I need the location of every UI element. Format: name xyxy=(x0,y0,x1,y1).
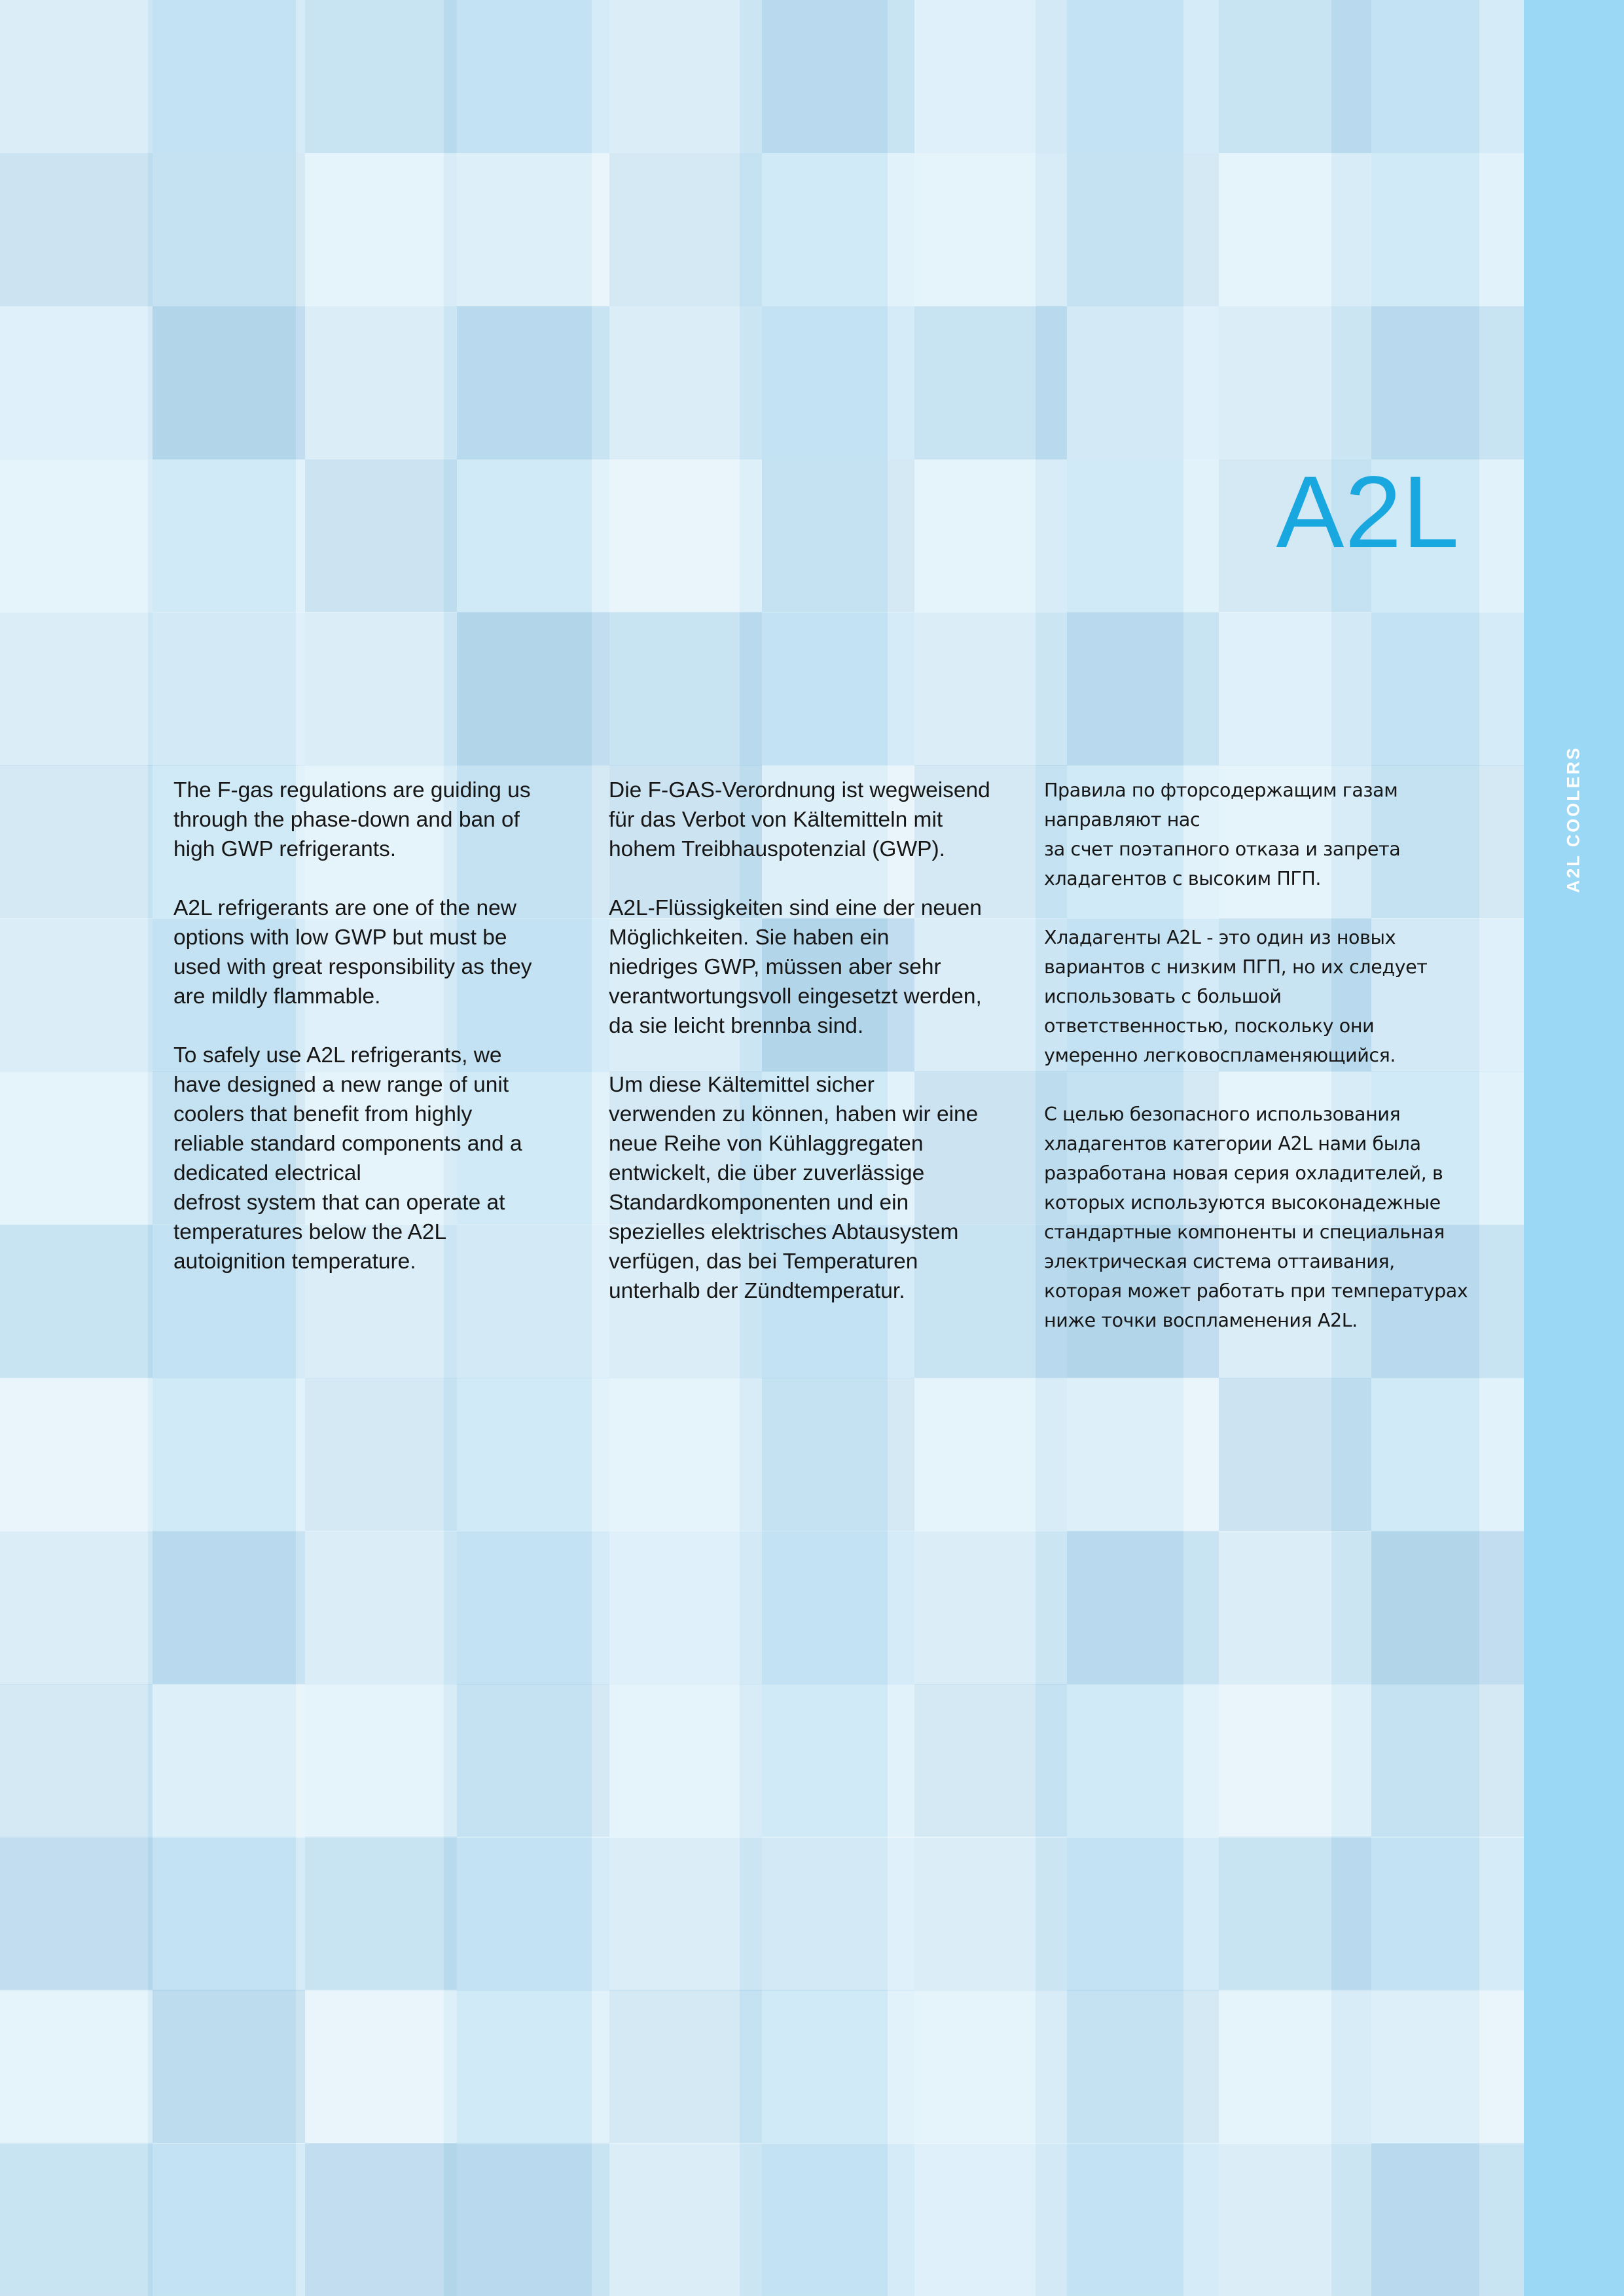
german-column xyxy=(609,776,1028,1335)
de-paragraph-2: A2L-Flüssigkeiten sind eine der neuen Möglichkeiten. Sie haben ein niedriges GWP, müssen aber sehr verantwortungsvoll eingesetzt werden, da sie leicht brennba sind. xyxy=(609,896,982,1038)
page-title: A2L xyxy=(1276,456,1460,569)
ru-paragraph-2: Хладагенты A2L - это один из новых вариантов с низким ПГП, но их следует использовать с большой ответственностью, поскольку они умеренно легковоспламеняющийся. xyxy=(1044,927,1428,1066)
ru-paragraph-3: С целью безопасного использования хладагентов категории A2L нами была разработана новая серия охладителей, в которых используются высоконадежные стандартные компоненты и специальная электрическая система оттаивания, которая может работать при температурах ниже точки воспламенения A2L. xyxy=(1044,1103,1468,1331)
en-paragraph-2: A2L refrigerants are one of the new options with low GWP but must be used with great responsibility as they are mildly flammable. xyxy=(173,896,532,1009)
de-paragraph-3: Um diese Kältemittel sicher verwenden zu können, haben wir eine neue Reihe von Kühlaggregaten entwickelt, die über zuverlässige Standardkomponenten und ein spezielles elektrisches Abtausystem verfügen, das bei Temperaturen unterhalb der Zündtemperatur. xyxy=(609,1073,979,1303)
en-paragraph-1: The F-gas regulations are guiding us through the phase-down and ban of high GWP refrigerants. xyxy=(173,778,531,861)
de-paragraph-1: Die F-GAS-Verordnung ist wegweisend für das Verbot von Kältemitteln mit hohem Treibhauspotenzial (GWP). xyxy=(609,778,990,861)
russian-column xyxy=(1044,776,1470,1365)
side-tab-label: A2L COOLERS xyxy=(1563,745,1583,893)
ru-paragraph-1: Правила по фторсодержащим газам направляют нас за счет поэтапного отказа и запрета хладагентов с высоким ПГП. xyxy=(1044,780,1401,889)
english-column xyxy=(173,776,592,1306)
side-tab xyxy=(1524,0,1624,2296)
en-paragraph-3: To safely use A2L refrigerants, we have designed a new range of unit coolers that benefit from highly reliable standard components and a dedicated electrical defrost system that can operate at temperatures below the A2L autoignition temperature. xyxy=(173,1043,522,1274)
